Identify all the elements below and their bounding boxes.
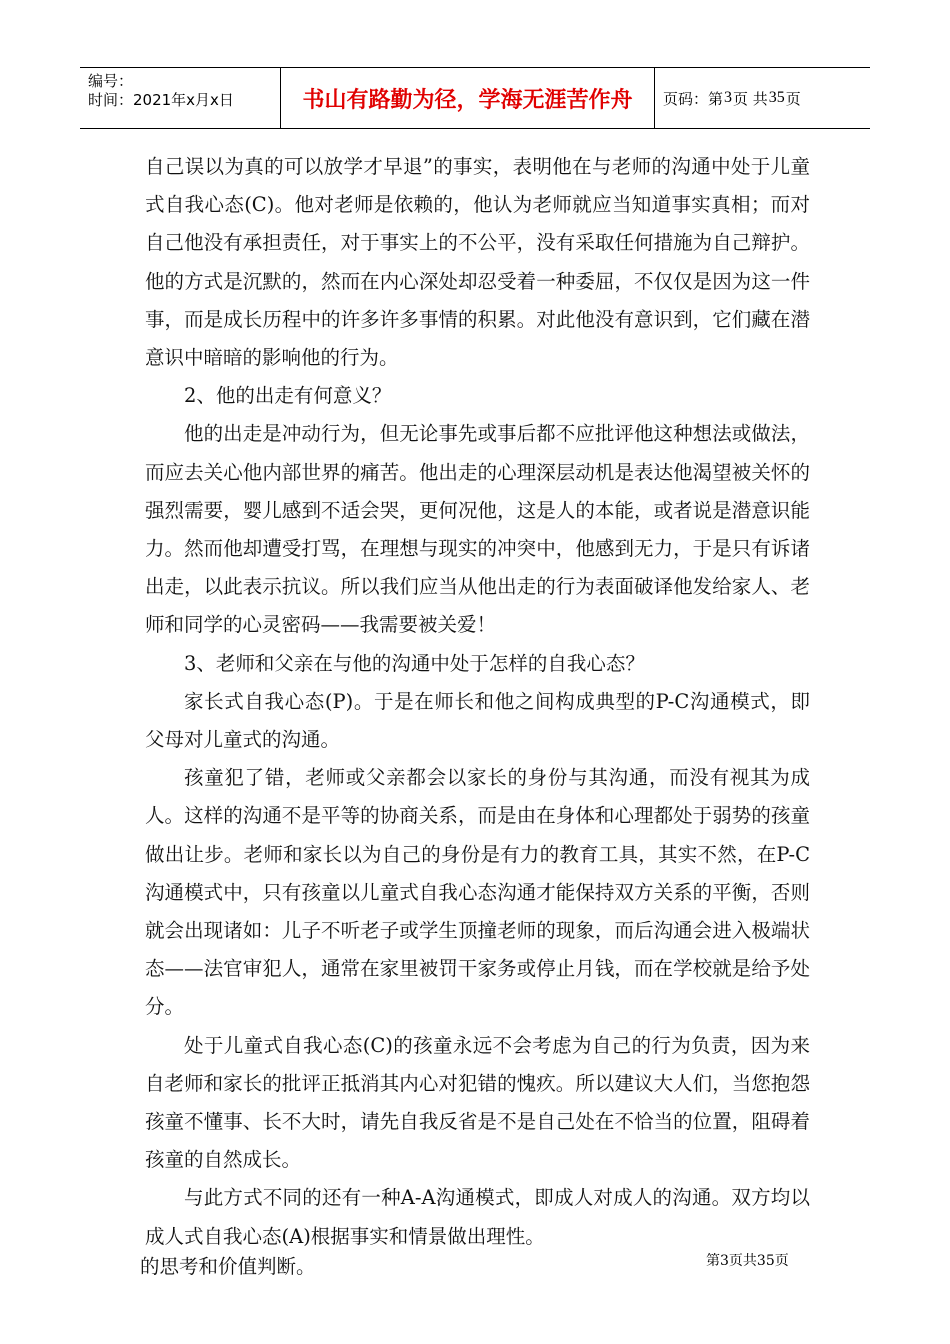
page-total: 35 <box>768 89 785 106</box>
header-page-number <box>655 68 870 128</box>
paragraph-5: 处于儿童式自我心态(C)的孩童永远不会考虑为自己的行为负责，因为来自老师和家长的批评正抵消其内心对犯错的愧疚。所以建议大人们，当您抱怨孩童不懂事、长不大时，请先自我反省是不是自己处在不恰当的位置，阻碍着孩童的自然成长。 <box>145 1033 810 1172</box>
paragraph-2: 他的出走是冲动行为，但无论事先或事后都不应批评他这种想法或做法，而应去关心他内部世界的痛苦。他出走的心理深层动机是表达他渴望被关怀的强烈需要，婴儿感到不适会哭，更何况他，这是人的本能，或者说是潜意识能力。然而他却遭受打骂，在理想与现实的冲突中，他感到无力，于是只有诉诸出走，以此表示抗议。所以我们应当从他出走的行为表面破译他发给家人、老师和同学的心灵密码——我需要被关爱！ <box>145 422 810 637</box>
code-label: 编号： <box>88 72 134 90</box>
page-header <box>80 67 870 129</box>
footer-page-num: 3 <box>720 1253 729 1269</box>
question-3: 3、老师和父亲在与他的沟通中处于怎样的自我心态？ <box>184 651 645 675</box>
footer-prefix: 第 <box>706 1253 720 1269</box>
paragraph-4: 孩童犯了错，老师或父亲都会以家长的身份与其沟通，而没有视其为成人。这样的沟通不是平等的协商关系，而是由在身体和心理都处于弱势的孩童做出让步。老师和家长以为自己的身份是有力的教育工具，其实不然，在P-C沟通模式中，只有孩童以儿童式自我心态沟通才能保持双方关系的平衡，否则就会出现诸如：儿子不听老子或学生顶撞老师的现象，而后沟通会进入极端状态——法官审犯人，通常在家里被罚干家务或停止月钱，而在学校就是给予处分。 <box>145 766 810 1019</box>
footer-mid: 页共 <box>728 1253 757 1269</box>
question-2: 2、他的出走有何意义？ <box>184 384 392 408</box>
footer-page-total: 35 <box>756 1253 775 1269</box>
header-meta <box>80 68 281 128</box>
document-body <box>140 148 810 1286</box>
page-prefix: 页码：第 <box>663 89 724 108</box>
paragraph-7: 的思考和价值判断。 <box>140 1254 316 1278</box>
footer-suffix: 页 <box>774 1253 789 1269</box>
paragraph-3: 家长式自我心态(P)。于是在师长和他之间构成典型的P-C沟通模式，即父母对儿童式的沟通。 <box>145 689 810 752</box>
page-mid: 页 共 <box>733 89 768 108</box>
paragraph-1: 自己误以为真的可以放学才早退”的事实，表明他在与老师的沟通中处于儿童式自我心态(C)。他对老师是依赖的，他认为老师就应当知道事实真相；而对自己他没有承担责任，对于事实上的不公平，没有采取任何措施为自己辩护。他的方式是沉默的，然而在内心深处却忍受着一种委屈，不仅仅是因为这一件事，而是成长历程中的许多许多事情的积累。对此他没有意识到，它们藏在潜意识中暗暗的影响他的行为。 <box>145 155 810 370</box>
page-footer <box>706 1250 789 1270</box>
paragraph-6: 与此方式不同的还有一种A-A沟通模式，即成人对成人的沟通。双方均以成人式自我心态(A)根据事实和情景做出理性。 <box>145 1186 810 1248</box>
page-suffix: 页 <box>785 89 801 108</box>
time-label: 时间：2021年x月x日 <box>88 91 234 109</box>
header-motto: 书山有路勤为径，学海无涯苦作舟 <box>281 68 655 128</box>
page-num: 3 <box>724 89 733 106</box>
